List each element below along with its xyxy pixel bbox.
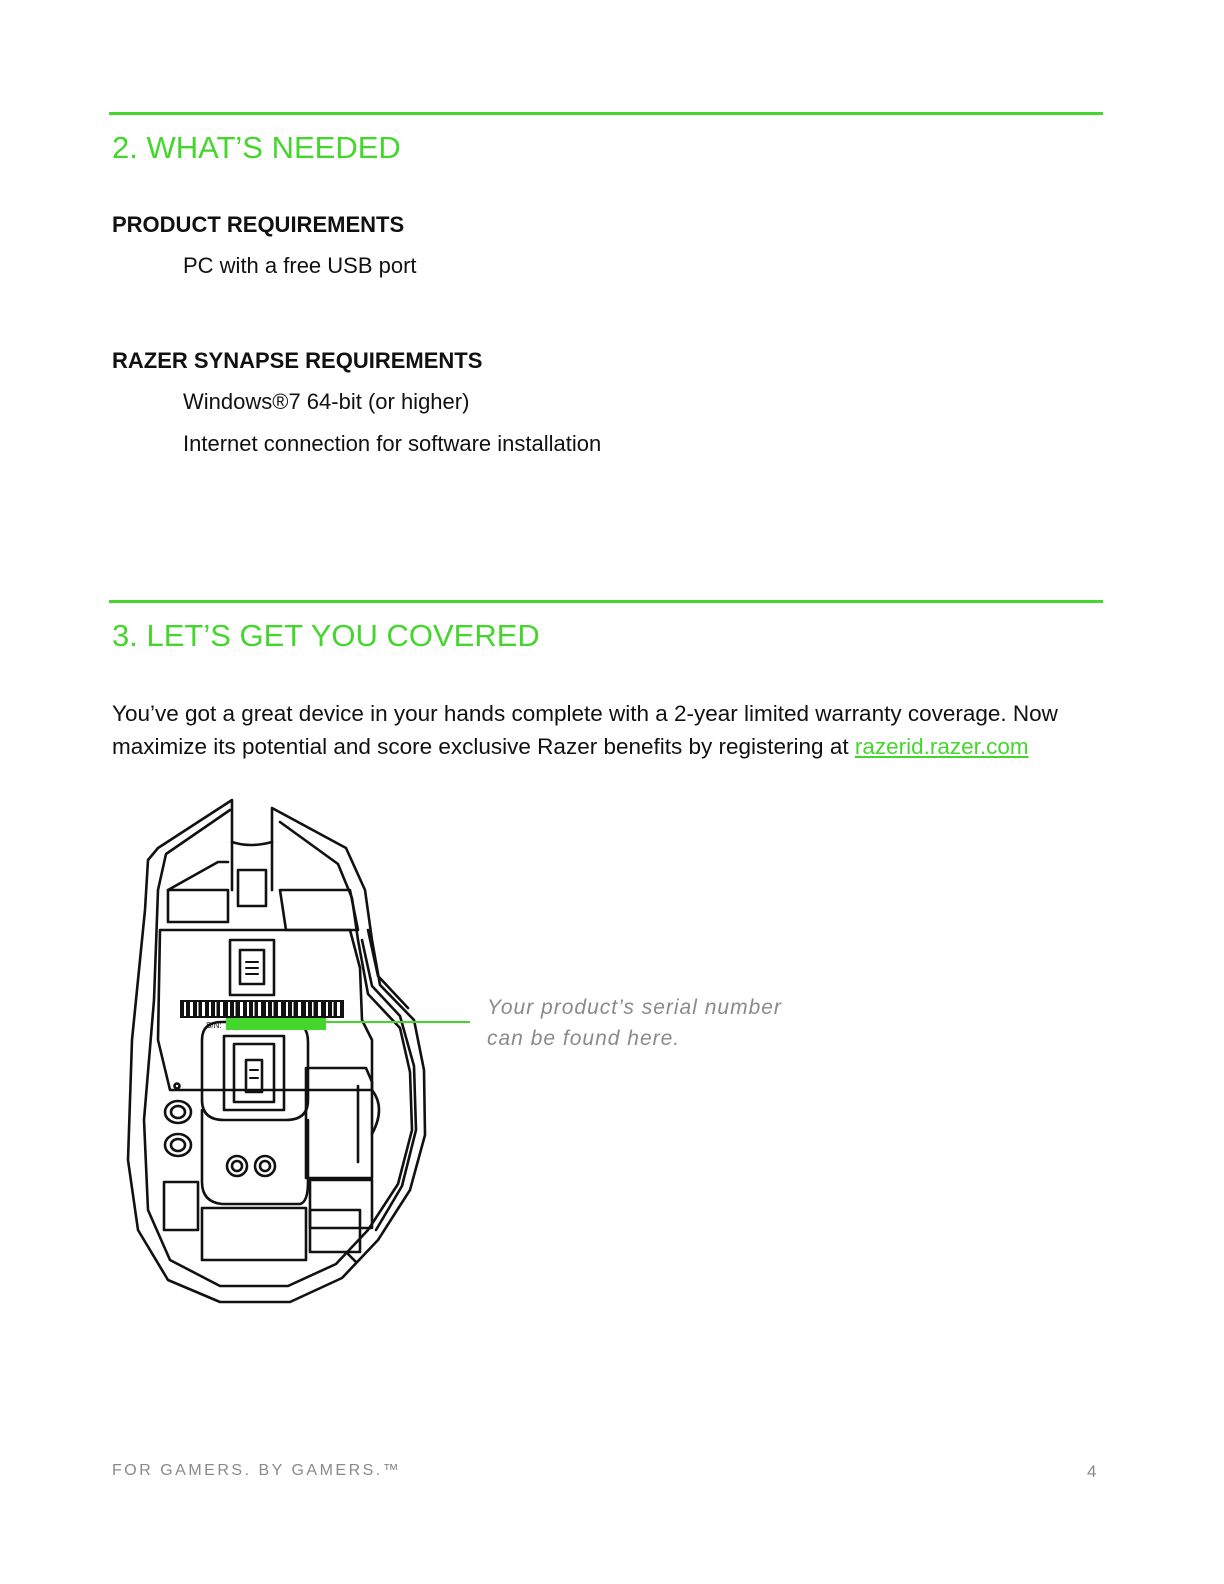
page-number: 4 xyxy=(1087,1462,1097,1481)
warranty-paragraph xyxy=(112,697,1102,763)
razer-id-link[interactable]: razerid.razer.com xyxy=(854,734,1029,759)
callout-line-2: can be found here. xyxy=(487,1027,681,1050)
serial-number-callout-line xyxy=(325,1021,470,1023)
callout-line-1: Your product’s serial number xyxy=(487,996,782,1019)
section-divider xyxy=(109,600,1103,603)
section-divider xyxy=(109,112,1103,115)
footer-tagline: FOR GAMERS. BY GAMERS.™ xyxy=(112,1462,402,1479)
mouse-bottom-illustration xyxy=(110,790,490,1320)
synapse-requirement-item: Internet connection for software installation xyxy=(183,431,602,456)
serial-number-callout xyxy=(487,992,782,1054)
product-requirements-heading: PRODUCT REQUIREMENTS xyxy=(112,212,405,237)
warranty-text: You’ve got a great device in your hands complete with a 2-year limited warranty coverage. Now maximize its potential and score exclusive Razer benefits by registering at xyxy=(112,701,1058,759)
synapse-requirement-item: Windows®7 64-bit (or higher) xyxy=(183,389,470,414)
section-title-whats-needed: 2. WHAT’S NEEDED xyxy=(112,130,401,165)
section-title-get-covered: 3. LET’S GET YOU COVERED xyxy=(112,618,540,653)
serial-number-highlight xyxy=(226,1018,326,1030)
synapse-requirements-heading: RAZER SYNAPSE REQUIREMENTS xyxy=(112,348,483,373)
product-requirement-item: PC with a free USB port xyxy=(183,253,417,278)
serial-number-label: S/N: xyxy=(206,1021,222,1030)
